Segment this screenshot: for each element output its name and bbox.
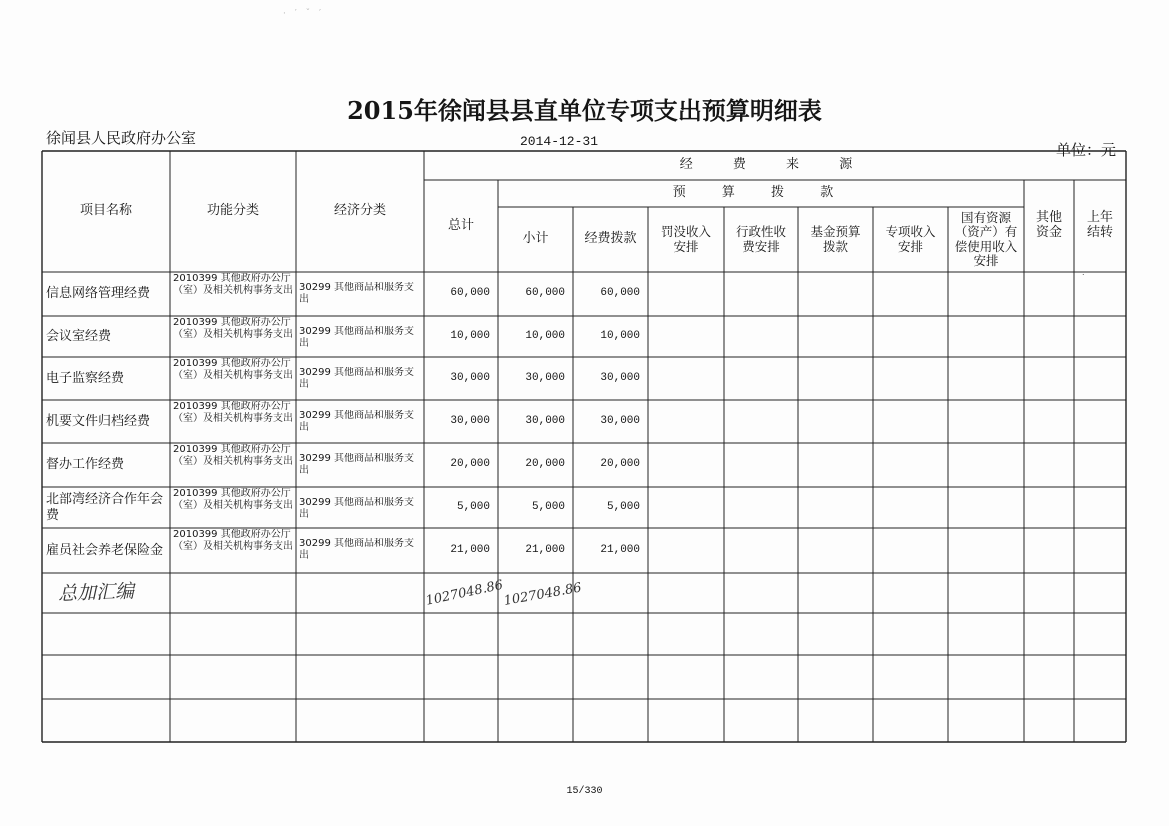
economic-class: 30299 其他商品和服务支出 (299, 453, 414, 476)
handwritten-subtotal: 1027048.86 (502, 580, 583, 609)
total-value: 60,000 (450, 287, 490, 299)
function-class: 2010399 其他政府办公厅（室）及相关机构事务支出 (173, 358, 293, 381)
funds-value: 30,000 (600, 372, 640, 384)
unit-label: 单位：元 (1056, 141, 1117, 159)
item-name: 电子监察经费 (46, 370, 125, 386)
funds-value: 5,000 (606, 501, 640, 513)
organization-name: 徐闻县人民政府办公室 (46, 129, 197, 147)
funds-value: 21,000 (600, 544, 640, 556)
funds-value: 10,000 (600, 330, 640, 342)
subtotal-value: 30,000 (525, 415, 565, 427)
economic-class: 30299 其他商品和服务支出 (299, 497, 414, 520)
header-fund-budget: 基金预算拨款 (810, 224, 861, 254)
header-function-class: 功能分类 (206, 203, 259, 219)
function-class: 2010399 其他政府办公厅（室）及相关机构事务支出 (173, 488, 293, 511)
economic-class: 30299 其他商品和服务支出 (299, 367, 414, 390)
subtotal-value: 20,000 (525, 458, 565, 470)
header-last-year: 上年结转 (1086, 210, 1113, 240)
funds-value: 20,000 (600, 458, 640, 470)
scan-mark: · ′ ˇ ′ (283, 9, 325, 19)
total-value: 20,000 (450, 458, 490, 470)
subtotal-value: 5,000 (531, 501, 565, 513)
total-value: 30,000 (450, 372, 490, 384)
funds-value: 30,000 (600, 415, 640, 427)
header-funding-source: 经 费 来 源 (679, 157, 871, 173)
total-value: 30,000 (450, 415, 490, 427)
handwritten-label: 总加汇编 (57, 580, 135, 605)
item-name: 会议室经费 (46, 328, 112, 344)
total-value: 10,000 (450, 330, 490, 342)
header-item-name: 项目名称 (79, 203, 132, 219)
item-name: 督办工作经费 (46, 457, 125, 473)
page-title: 2015年徐闻县县直单位专项支出预算明细表 (347, 96, 822, 125)
economic-class: 30299 其他商品和服务支出 (299, 410, 414, 433)
function-class: 2010399 其他政府办公厅（室）及相关机构事务支出 (173, 444, 293, 467)
subtotal-value: 30,000 (525, 372, 565, 384)
item-name: 北部湾经济合作年会费 (46, 491, 164, 523)
function-class: 2010399 其他政府办公厅（室）及相关机构事务支出 (173, 317, 293, 340)
function-class: 2010399 其他政府办公厅（室）及相关机构事务支出 (173, 529, 293, 552)
subtotal-value: 21,000 (525, 544, 565, 556)
header-admin-fees: 行政性收费安排 (735, 224, 786, 254)
subtotal-value: 60,000 (525, 287, 565, 299)
function-class: 2010399 其他政府办公厅（室）及相关机构事务支出 (173, 273, 293, 296)
header-total: 总计 (447, 217, 474, 233)
page-number: 15/330 (566, 786, 603, 797)
item-name: 雇员社会养老保险金 (46, 542, 164, 558)
funds-value: 60,000 (600, 287, 640, 299)
header-economic-class: 经济分类 (333, 203, 386, 219)
header-special-income: 专项收入安排 (885, 224, 936, 254)
subtotal-value: 10,000 (525, 330, 565, 342)
total-value: 5,000 (456, 501, 490, 513)
handwritten-total: 1027048.86 (424, 577, 505, 609)
header-state-assets: 国有资源（资产）有偿使用收入安排 (954, 209, 1018, 268)
header-funds-allocated: 经费拨款 (584, 231, 637, 247)
economic-class: 30299 其他商品和服务支出 (299, 326, 414, 349)
header-fines: 罚没收入安排 (660, 224, 711, 254)
header-subtotal: 小计 (522, 231, 549, 247)
header-other-funds: 其他资金 (1035, 210, 1062, 240)
total-value: 21,000 (450, 544, 490, 556)
economic-class: 30299 其他商品和服务支出 (299, 282, 414, 305)
report-date: 2014-12-31 (520, 134, 599, 149)
header-budget-allocation: 预 算 拨 款 (672, 185, 850, 201)
item-name: 机要文件归档经费 (46, 413, 151, 429)
function-class: 2010399 其他政府办公厅（室）及相关机构事务支出 (173, 401, 293, 424)
item-name: 信息网络管理经费 (46, 286, 151, 302)
economic-class: 30299 其他商品和服务支出 (299, 538, 414, 561)
stray-mark: . (1082, 268, 1085, 277)
